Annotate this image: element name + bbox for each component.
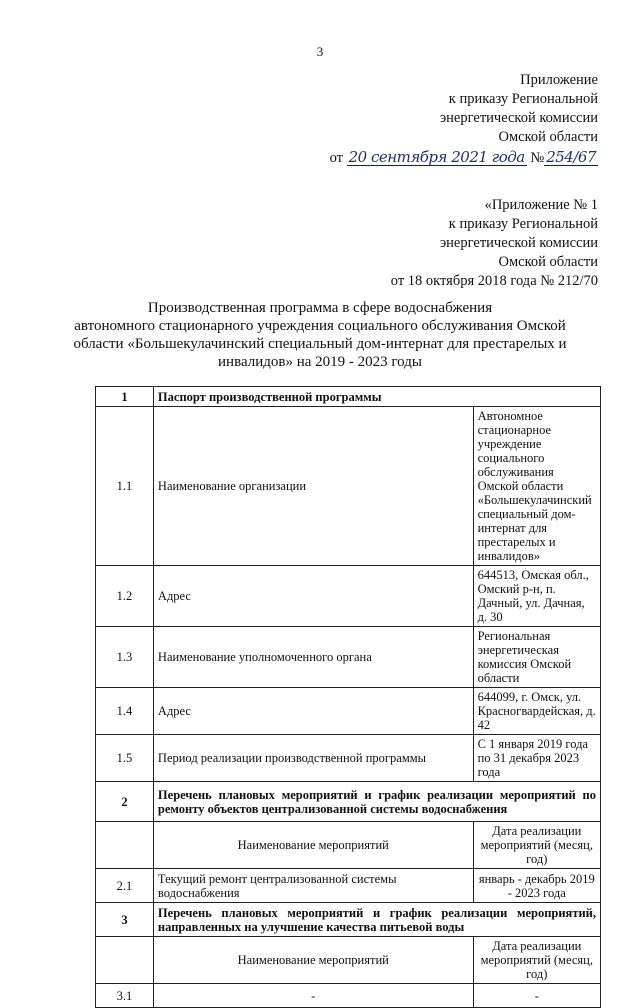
document-title [60,299,580,371]
date-prefix: от [329,150,343,166]
production-program-table [95,386,601,1008]
table-row [96,407,601,566]
activity-name: Текущий ремонт централизованной системы водоснабжения [153,869,473,903]
row-value: 644099, г. Омск, ул. Красногвардейская, д. 42 [473,688,600,735]
row-label: Наименование уполномоченного органа [153,627,473,688]
title-line: области «Большекулачинский специальный дом-интернат для престарелых и [73,336,567,352]
row-number: 2.1 [96,869,154,903]
prior-appendix-line: энергетической комиссии [439,235,598,251]
section-title: Паспорт производственной программы [153,387,600,407]
prior-appendix-line: к приказу Региональной [448,216,598,232]
section-row [96,903,601,937]
row-label: Период реализации производственной программы [153,735,473,782]
table-row [96,869,601,903]
table-row [96,566,601,627]
handwritten-number: 254/67 [546,148,596,166]
table-row [96,735,601,782]
empty-cell [96,822,154,869]
appendix-line: Омской области [498,129,598,145]
section-row [96,782,601,822]
row-value: С 1 января 2019 года по 31 декабря 2023 года [473,735,600,782]
prior-appendix-header [391,196,598,291]
section-title: Перечень плановых мероприятий и график реализации мероприятий по ремонту объектов централизованной системы водоснабжения [153,782,600,822]
empty-cell [96,937,154,984]
column-header-row [96,937,601,984]
number-prefix: № [530,150,545,166]
table-row [96,984,601,1008]
row-label: Наименование организации [153,407,473,566]
row-label: Адрес [153,688,473,735]
row-value: Автономное стационарное учреждение социального обслуживания Омской области «Большекулачинский специальный дом-интернат для престарелых и инвалидов» [473,407,600,566]
page-number: 3 [316,44,324,59]
handwritten-date: 20 сентября 2021 года [348,148,525,166]
column-header-name: Наименование мероприятий [153,937,473,984]
appendix-header [330,71,598,168]
prior-appendix-line: «Приложение № 1 [484,197,598,213]
title-line: автономного стационарного учреждения социального обслуживания Омской [74,318,566,334]
title-line: Производственная программа в сфере водоснабжения [147,300,493,316]
section-row [96,387,601,407]
activity-name: - [153,984,473,1008]
section-number: 1 [96,387,154,407]
column-header-date: Дата реализации мероприятий (месяц, год) [473,937,600,984]
title-line: инвалидов» на 2019 - 2023 годы [218,354,422,370]
column-header-row [96,822,601,869]
row-number: 1.5 [96,735,154,782]
row-number: 1.2 [96,566,154,627]
row-number: 1.4 [96,688,154,735]
section-title: Перечень плановых мероприятий и график реализации мероприятий, направленных на улучшение качества питьевой воды [153,903,600,937]
row-number: 3.1 [96,984,154,1008]
row-value: Региональная энергетическая комиссия Омской области [473,627,600,688]
section-number: 2 [96,782,154,822]
table-row [96,627,601,688]
section-number: 3 [96,903,154,937]
appendix-line: к приказу Региональной [448,91,598,107]
prior-appendix-line: от 18 октября 2018 года № 212/70 [390,273,598,289]
appendix-date-line [330,149,598,168]
row-number: 1.1 [96,407,154,566]
table-row [96,688,601,735]
row-label: Адрес [153,566,473,627]
appendix-line: Приложение [520,72,598,88]
appendix-line: энергетической комиссии [439,110,598,126]
prior-appendix-line: Омской области [498,254,598,270]
row-value: 644513, Омская обл., Омский р-н, п. Дачный, ул. Дачная, д. 30 [473,566,600,627]
column-header-name: Наименование мероприятий [153,822,473,869]
activity-date: - [473,984,600,1008]
row-number: 1.3 [96,627,154,688]
column-header-date: Дата реализации мероприятий (месяц, год) [473,822,600,869]
activity-date: январь - декабрь 2019 - 2023 года [473,869,600,903]
